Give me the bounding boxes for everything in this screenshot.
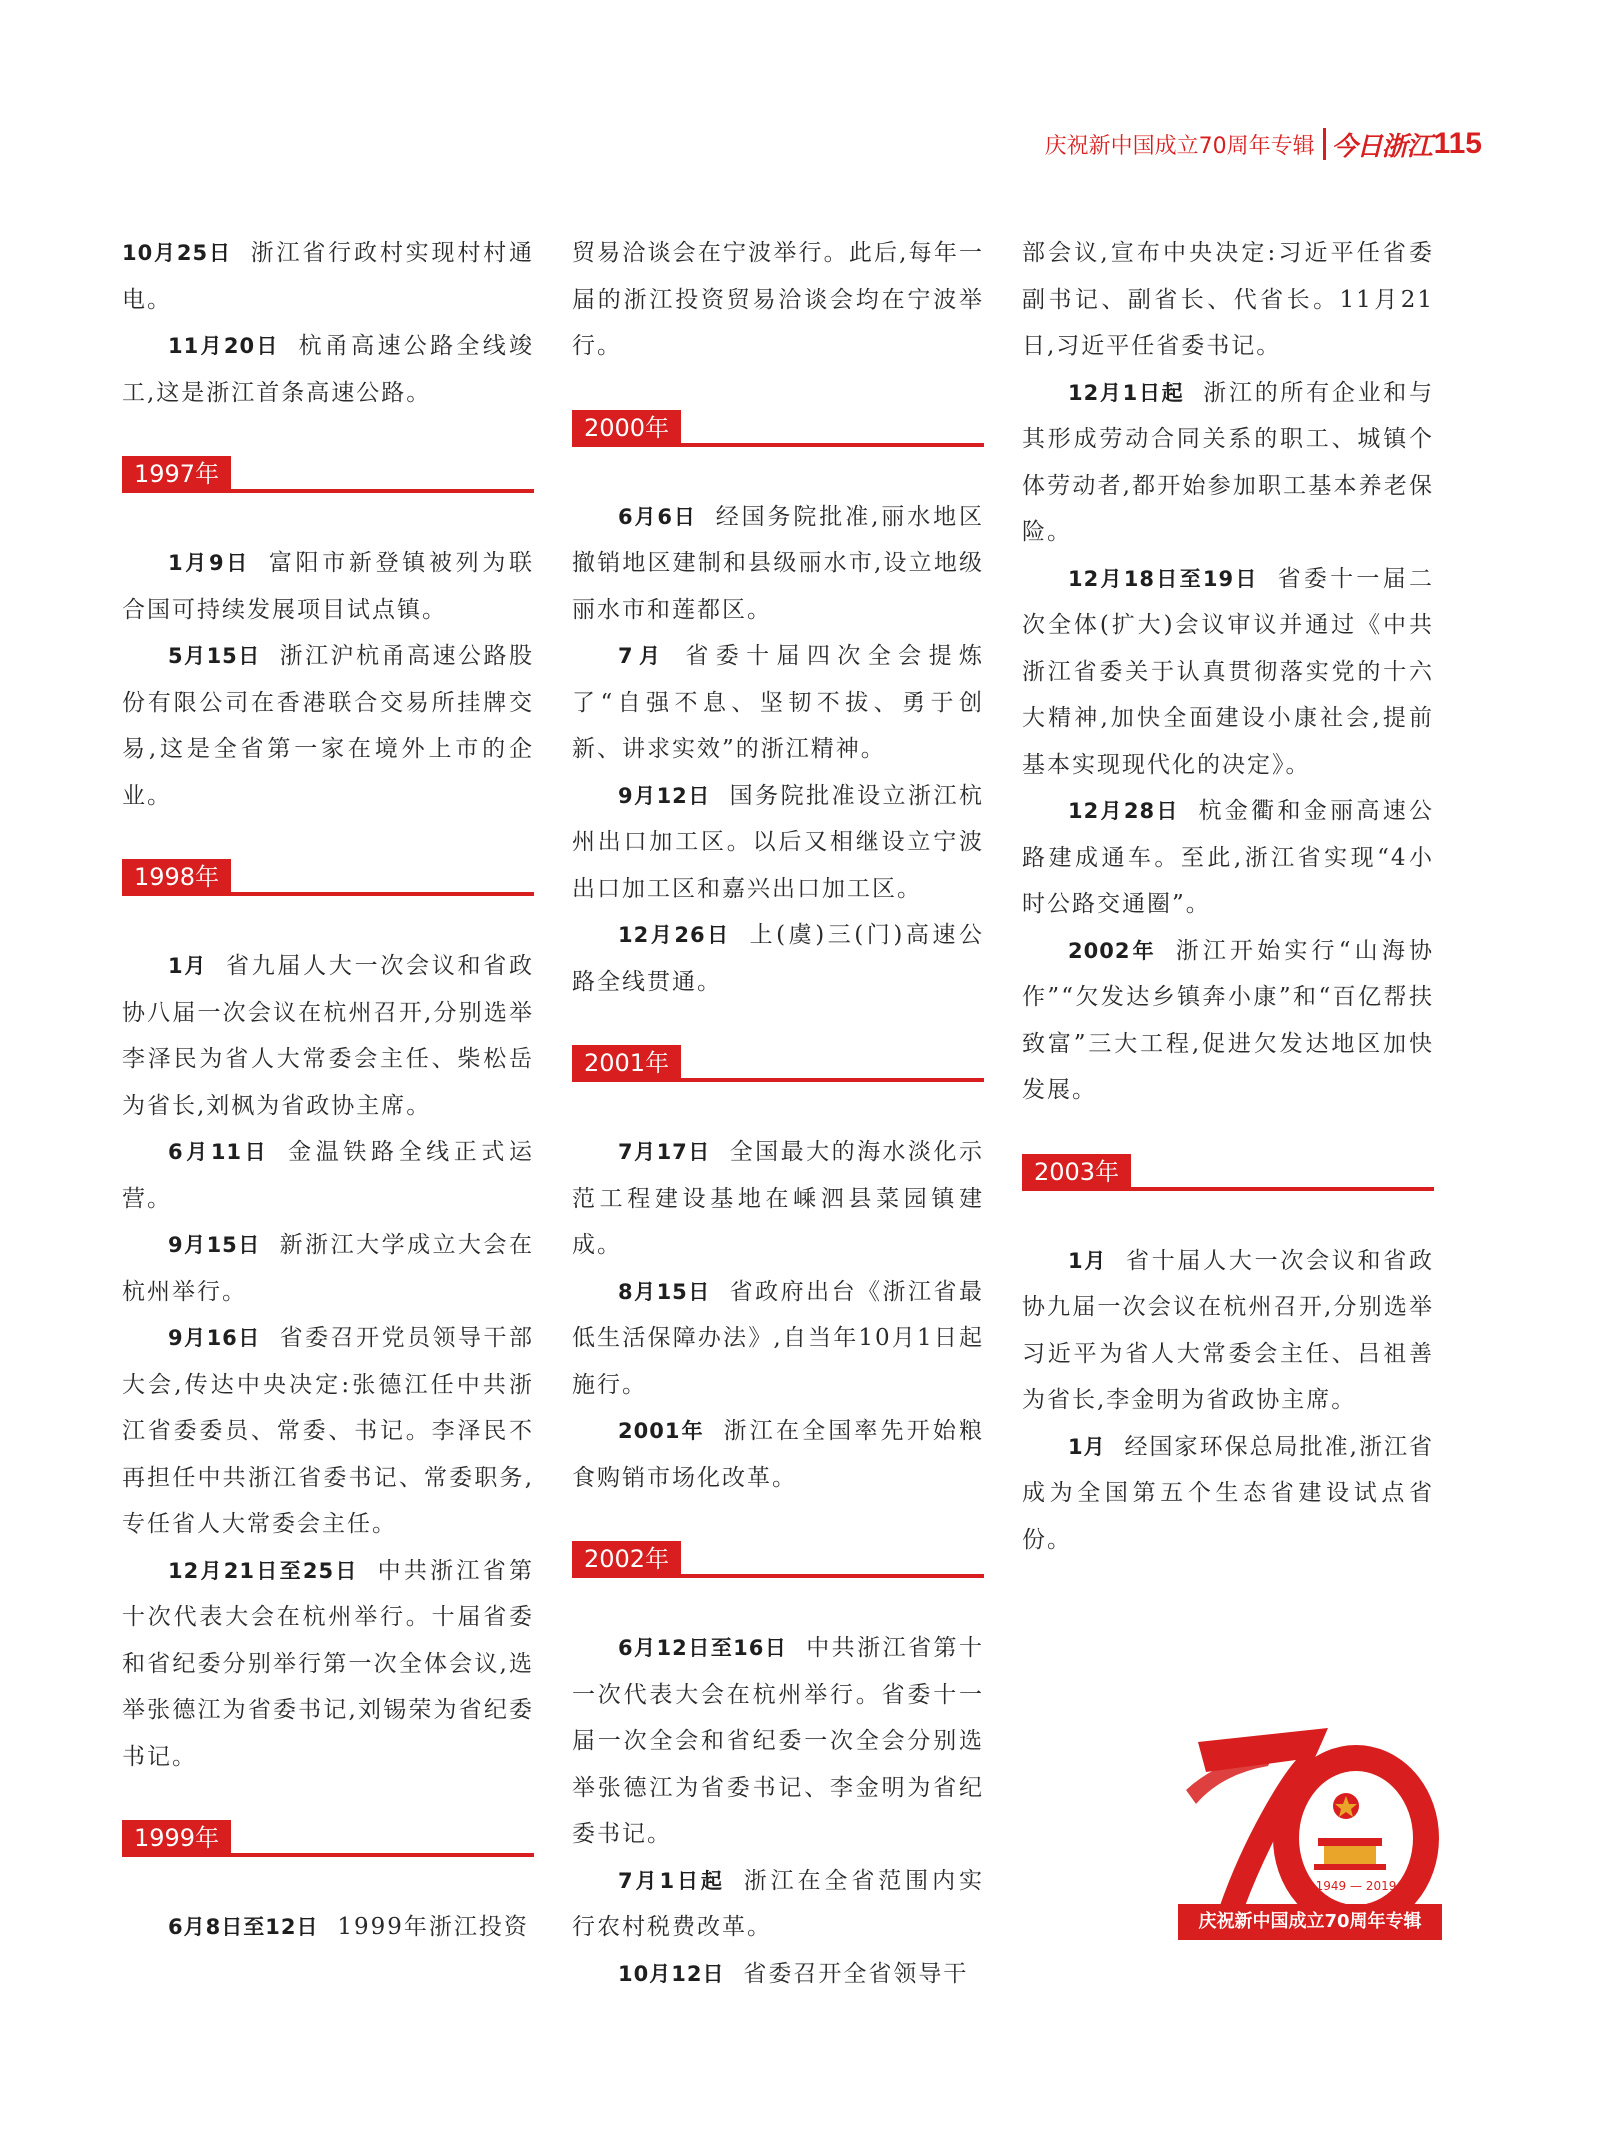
year-label: 1999年 bbox=[122, 1820, 231, 1856]
entry-date: 7月17日 bbox=[618, 1140, 711, 1164]
entry-text: 全国最大的海水淡化示范工程建设基地在嵊泗县菜园镇建成。 bbox=[572, 1139, 984, 1258]
entry-text: 省委十一届二次全体(扩大)会议审议并通过《中共浙江省委关于认真贯彻落实党的十六大精神,加快全面建设小康社会,提前基本实现现代化的决定》。 bbox=[1022, 565, 1435, 778]
page-number: 115 bbox=[1433, 127, 1482, 160]
entry-date: 12月18日至19日 bbox=[1068, 566, 1259, 591]
entry-text: 杭金衢和金丽高速公路建成通车。至此,浙江省实现“4小时公路交通圈”。 bbox=[1022, 798, 1434, 917]
entry-date: 6月6日 bbox=[618, 504, 697, 529]
year-heading bbox=[572, 410, 984, 448]
year-label: 2001年 bbox=[572, 1045, 681, 1081]
entry-date: 2001年 bbox=[618, 1419, 705, 1443]
year-heading bbox=[1022, 1154, 1434, 1192]
entry-text: 浙江在全省范围内实行农村税费改革。 bbox=[572, 1867, 984, 1940]
entry-text: 杭甬高速公路全线竣工,这是浙江首条高速公路。 bbox=[122, 333, 534, 406]
entry-date: 9月12日 bbox=[618, 783, 711, 808]
timeline-entry bbox=[572, 1858, 984, 1951]
entry-text: 浙江沪杭甬高速公路股份有限公司在香港联合交易所挂牌交易,这是全省第一家在境外上市的企业。 bbox=[122, 643, 534, 809]
entry-text: 浙江开始实行“山海协作”“欠发达乡镇奔小康”和“百亿帮扶致富”三大工程,促进欠发达地区加快发展。 bbox=[1022, 937, 1434, 1103]
entry-text: 浙江的所有企业和与其形成劳动合同关系的职工、城镇个体劳动者,都开始参加职工基本养老保险。 bbox=[1022, 379, 1434, 545]
year-heading bbox=[572, 1541, 984, 1579]
timeline-entry bbox=[122, 943, 534, 1129]
entry-date: 6月8日至12日 bbox=[168, 1915, 319, 1939]
entry-date: 1月 bbox=[1068, 1434, 1106, 1459]
year-label: 1998年 bbox=[122, 859, 231, 895]
timeline-entry bbox=[122, 1129, 534, 1222]
timeline-entry bbox=[122, 1315, 534, 1548]
entry-date: 10月12日 bbox=[618, 1961, 725, 1986]
entry-date: 8月15日 bbox=[618, 1279, 711, 1304]
entry-text: 省政府出台《浙江省最低生活保障办法》,自当年10月1日起施行。 bbox=[572, 1278, 984, 1398]
emblem-caption: 庆祝新中国成立70周年专辑 bbox=[1178, 1904, 1442, 1940]
entry-date: 10月25日 bbox=[122, 241, 232, 265]
year-label: 1997年 bbox=[122, 456, 231, 492]
entry-date: 1月9日 bbox=[168, 551, 250, 575]
timeline-entry bbox=[1022, 788, 1434, 928]
timeline-entry bbox=[572, 633, 984, 773]
timeline-entry bbox=[122, 230, 534, 323]
timeline-entry bbox=[572, 230, 984, 370]
magazine-logo: 今日浙江 bbox=[1331, 131, 1432, 162]
year-heading bbox=[572, 1045, 984, 1083]
year-heading bbox=[122, 1820, 534, 1858]
year-heading bbox=[122, 456, 534, 494]
column-3 bbox=[1022, 230, 1434, 1563]
timeline-entry bbox=[572, 1408, 984, 1501]
entry-date: 5月15日 bbox=[168, 644, 261, 668]
timeline-entry bbox=[572, 1951, 984, 1998]
entry-text: 省委召开党员领导干部大会,传达中央决定:张德江任中共浙江省委委员、常委、书记。李泽民不再担任中共浙江省委书记、常委职务,专任省人大常委会主任。 bbox=[122, 1325, 534, 1537]
timeline-entry bbox=[122, 1904, 534, 1951]
entry-text: 浙江在全国率先开始粮食购销市场化改革。 bbox=[572, 1418, 984, 1491]
timeline-entry bbox=[1022, 230, 1434, 370]
entry-date: 12月26日 bbox=[618, 923, 731, 947]
timeline-entry bbox=[1022, 370, 1434, 556]
entry-text: 省十届人大一次会议和省政协九届一次会议在杭州召开,分别选举习近平为省人大常委会主任、吕祖善为省长,李金明为省政协主席。 bbox=[1022, 1247, 1434, 1413]
entry-text: 经国务院批准,丽水地区撤销地区建制和县级丽水市,设立地级丽水市和莲都区。 bbox=[572, 503, 985, 623]
column-2 bbox=[572, 230, 984, 1997]
timeline-entry bbox=[572, 1129, 984, 1269]
timeline-entry bbox=[1022, 1424, 1434, 1564]
timeline-entry bbox=[1022, 1238, 1434, 1424]
entry-text: 中共浙江省第十一次代表大会在杭州举行。省委十一届一次全会和省纪委一次全会分别选举张德江为省委书记、李金明为省纪委书记。 bbox=[572, 1635, 985, 1847]
entry-text: 富阳市新登镇被列为联合国可持续发展项目试点镇。 bbox=[122, 550, 535, 623]
entry-date: 6月11日 bbox=[168, 1140, 270, 1164]
entry-date: 1月 bbox=[168, 954, 208, 978]
entry-date: 12月28日 bbox=[1068, 799, 1180, 823]
entry-date: 7月 bbox=[618, 644, 667, 668]
column-1 bbox=[122, 230, 534, 1951]
year-label: 2000年 bbox=[572, 410, 681, 446]
entry-text: 省九届人大一次会议和省政协八届一次会议在杭州召开,分别选举李泽民为省人大常委会主任、柴松岳为省长,刘枫为省政协主席。 bbox=[122, 953, 534, 1119]
entry-date: 9月16日 bbox=[168, 1326, 261, 1350]
header-divider bbox=[1323, 128, 1326, 160]
entry-text: 1999年浙江投资 bbox=[337, 1914, 529, 1940]
entry-text: 部会议,宣布中央决定:习近平任省委副书记、副省长、代省长。11月21日,习近平任省委书记。 bbox=[1022, 240, 1434, 359]
timeline-entry bbox=[122, 1222, 534, 1315]
entry-text: 国务院批准设立浙江杭州出口加工区。以后又相继设立宁波出口加工区和嘉兴出口加工区。 bbox=[572, 782, 984, 902]
entry-date: 7月1日起 bbox=[618, 1868, 725, 1893]
entry-text: 经国家环保总局批准,浙江省成为全国第五个生态省建设试点省份。 bbox=[1022, 1433, 1434, 1553]
entry-text: 新浙江大学成立大会在杭州举行。 bbox=[122, 1232, 534, 1305]
timeline-entry bbox=[572, 912, 984, 1005]
entry-text: 贸易洽谈会在宁波举行。此后,每年一届的浙江投资贸易洽谈会均在宁波举行。 bbox=[572, 240, 984, 359]
timeline-entry bbox=[122, 1548, 534, 1781]
entry-date: 11月20日 bbox=[168, 334, 280, 358]
year-label: 2003年 bbox=[1022, 1154, 1131, 1190]
timeline-entry bbox=[572, 1625, 984, 1858]
entry-text: 浙江省行政村实现村村通电。 bbox=[122, 240, 534, 313]
page-header bbox=[1045, 124, 1482, 164]
timeline-entry bbox=[1022, 928, 1434, 1114]
entry-text: 省委十届四次全会提炼了“自强不息、坚韧不拔、勇于创新、讲求实效”的浙江精神。 bbox=[572, 643, 984, 762]
entry-text: 省委召开全省领导干 bbox=[743, 1960, 969, 1987]
emblem-years: 1949 — 2019 bbox=[1315, 1879, 1397, 1893]
entry-date: 1月 bbox=[1068, 1248, 1108, 1273]
timeline-entry bbox=[572, 1269, 984, 1409]
timeline-entry bbox=[1022, 556, 1434, 789]
timeline-entry bbox=[122, 540, 534, 633]
year-label: 2002年 bbox=[572, 1541, 681, 1577]
timeline-entry bbox=[572, 773, 984, 913]
entry-date: 9月15日 bbox=[168, 1233, 261, 1257]
section-title: 庆祝新中国成立70周年专辑 bbox=[1044, 133, 1315, 159]
entry-date: 12月21日至25日 bbox=[168, 1558, 359, 1583]
entry-date: 2002年 bbox=[1068, 938, 1157, 963]
entry-text: 中共浙江省第十次代表大会在杭州举行。十届省委和省纪委分别举行第一次全体会议,选举张德江为省委书记,刘锡荣为省纪委书记。 bbox=[122, 1557, 535, 1770]
timeline-entry bbox=[572, 494, 984, 634]
entry-date: 6月12日至16日 bbox=[618, 1636, 788, 1660]
entry-date: 12月1日起 bbox=[1068, 380, 1185, 405]
timeline-entry bbox=[122, 633, 534, 819]
entry-text: 上(虞)三(门)高速公路全线贯通。 bbox=[572, 922, 984, 995]
entry-text: 金温铁路全线正式运营。 bbox=[122, 1139, 534, 1212]
year-heading bbox=[122, 859, 534, 897]
timeline-entry bbox=[122, 323, 534, 416]
